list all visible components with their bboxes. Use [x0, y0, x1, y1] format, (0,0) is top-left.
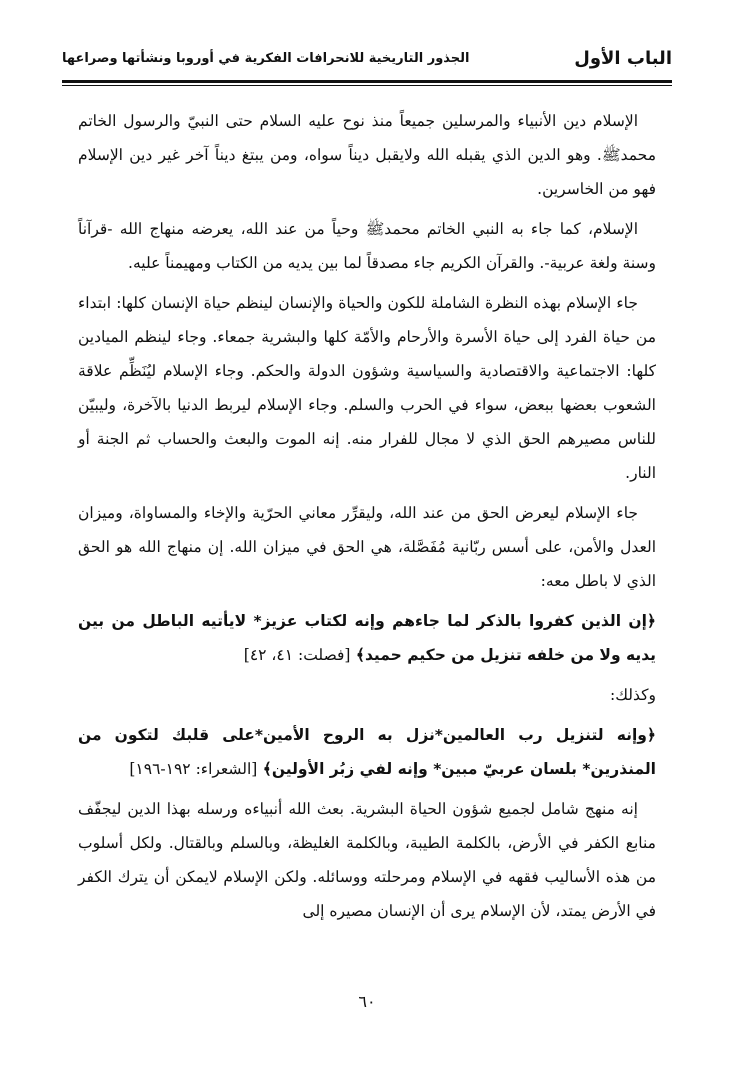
verse-1-reference: [فصلت: ٤١، ٤٢] — [243, 646, 351, 664]
paragraph-5: إنه منهج شامل لجميع شؤون الحياة البشرية. بعث الله أنبياءه ورسله بهذا الدين ليجفّف منابع الكفر في الأرض، بالكلمة الطيبة، وبالكلمة الغليظة، وبالسلم وبالقتال. ولكل أسلوب من هذه الأساليب فقهه في الإسلام ومرحلته ووسائله. ولكن الإسلام لايمكن أن يترك الكفر في الأرض يمتد، لأن الإسلام يرى أن الإنسان مصيره إلى — [78, 800, 656, 920]
quran-verse-1 — [78, 604, 656, 672]
chapter-title: الباب الأول — [574, 47, 672, 69]
verse-1-text: ﴿إن الذين كفروا بالذكر لما جاءهم وإنه لكتاب عزيز* لايأتيه الباطل من بين يديه ولا من خلفه تنزيل من حكيم حميد﴾ — [78, 612, 656, 664]
paragraph-1: الإسلام دين الأنبياء والمرسلين جميعاً منذ نوح عليه السلام حتى النبيّ والرسول الخاتم محمدﷺ. وهو الدين الذي يقبله الله ولايقبل ديناً سواه، ومن يبتغ ديناً آخر غير دين الإسلام فهو من الخاسرين. — [78, 112, 656, 198]
connector-text: وكذلك: — [609, 686, 656, 704]
quran-verse-2 — [78, 718, 656, 786]
verse-2-text: ﴿وإنه لتنزيل رب العالمين*نزل به الروح الأمين*على قلبك لتكون من المنذرين* بلسان عربيّ مبين* وإنه لفي زبُر الأولين﴾ — [78, 726, 656, 778]
header-rule-thin — [62, 85, 672, 86]
header-rule-thick — [62, 80, 672, 83]
book-title: الجذور التاريخية للانحرافات الفكرية في أوروبا ونشأتها وصراعها — [62, 50, 470, 66]
paragraph-2: الإسلام، كما جاء به النبي الخاتم محمدﷺ وحياً من عند الله، يعرضه منهاج الله -قرآناً وسنة ولغة عربية-. والقرآن الكريم جاء مصدقاً لما بين يديه من الكتاب ومهيمناً عليه. — [78, 220, 656, 272]
page-body — [78, 104, 656, 928]
verse-2-reference: [الشعراء: ١٩٢-١٩٦] — [129, 760, 258, 778]
paragraph-3: جاء الإسلام بهذه النظرة الشاملة للكون والحياة والإنسان لينظم حياة الإنسان كلها: ابتداء من حياة الفرد إلى حياة الأسرة والأرحام والأمّة كلها والبشرية جمعاء. وجاء لينظم الميادين كلها: الاجتماعية والاقتصادية والسياسية وشؤون الدولة والحكم. وجاء الإسلام ليُنَظِّم علاقة الشعوب بعضها ببعض، سواء في الحرب والسلم. وجاء الإسلام ليربط الدنيا بالآخرة، وليبيّن للناس مصيرهم الحق الذي لا مجال للفرار منه. إنه الموت والبعث والحساب ثم الجنة أو النار. — [78, 294, 656, 482]
page-number: ٦٠ — [358, 992, 376, 1011]
running-header — [62, 40, 672, 76]
paragraph-4: جاء الإسلام ليعرض الحق من عند الله، وليقرِّر معاني الحرّية والإخاء والمساواة، وميزان العدل والأمن، على أسس ربّانية مُفَصَّلة، هي الحق في ميزان الله. إن منهاج الله هو الحق الذي لا باطل معه: — [78, 504, 657, 590]
